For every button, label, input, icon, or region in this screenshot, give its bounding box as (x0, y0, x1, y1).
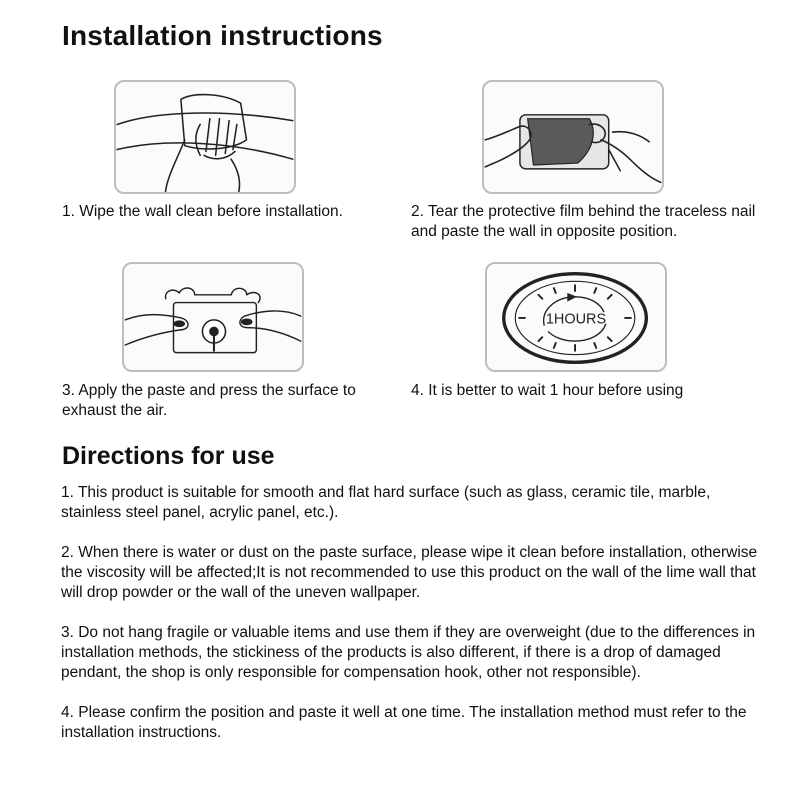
step-4-illustration (485, 262, 667, 372)
installation-title: Installation instructions (62, 20, 383, 51)
direction-item-2: 2. When there is water or dust on the paste surface, please wipe it clean before installation, otherwise the viscosity will be affected;It is not recommended to use this product on the wall of the lime wall that will drop powder or the wall of the uneven wallpaper. (61, 544, 758, 601)
peel-film-icon (484, 82, 662, 192)
direction-item-3: 3. Do not hang fragile or valuable items and use them if they are overweight (due to the differences in installation methods, the stickiness of the products is also different, if there is a drop of damaged pendant, the shop is only responsible for compensation hook, other not responsible). (61, 624, 756, 681)
step-3-caption: 3. Apply the paste and press the surface to exhaust the air. (62, 382, 356, 419)
step-1-caption: 1. Wipe the wall clean before installation. (62, 203, 343, 220)
wipe-wall-icon (116, 82, 294, 192)
directions-title: Directions for use (62, 442, 275, 470)
direction-item-1: 1. This product is suitable for smooth and flat hard surface (such as glass, ceramic tile, marble, stainless steel panel, acrylic panel, etc.). (61, 484, 711, 521)
step-2-caption: 2. Tear the protective film behind the traceless nail and paste the wall in opposite position. (411, 203, 756, 240)
step-1-illustration (114, 80, 296, 194)
press-surface-icon (124, 264, 302, 370)
step-2-illustration (482, 80, 664, 194)
direction-item-4: 4. Please confirm the position and paste it well at one time. The installation method must refer to the installation instructions. (61, 704, 747, 741)
clock-label: 1HOURS (545, 311, 607, 328)
directions-list (61, 483, 773, 743)
step-4-caption: 4. It is better to wait 1 hour before using (411, 382, 684, 399)
clock-icon (487, 264, 665, 370)
step-3-illustration (122, 262, 304, 372)
